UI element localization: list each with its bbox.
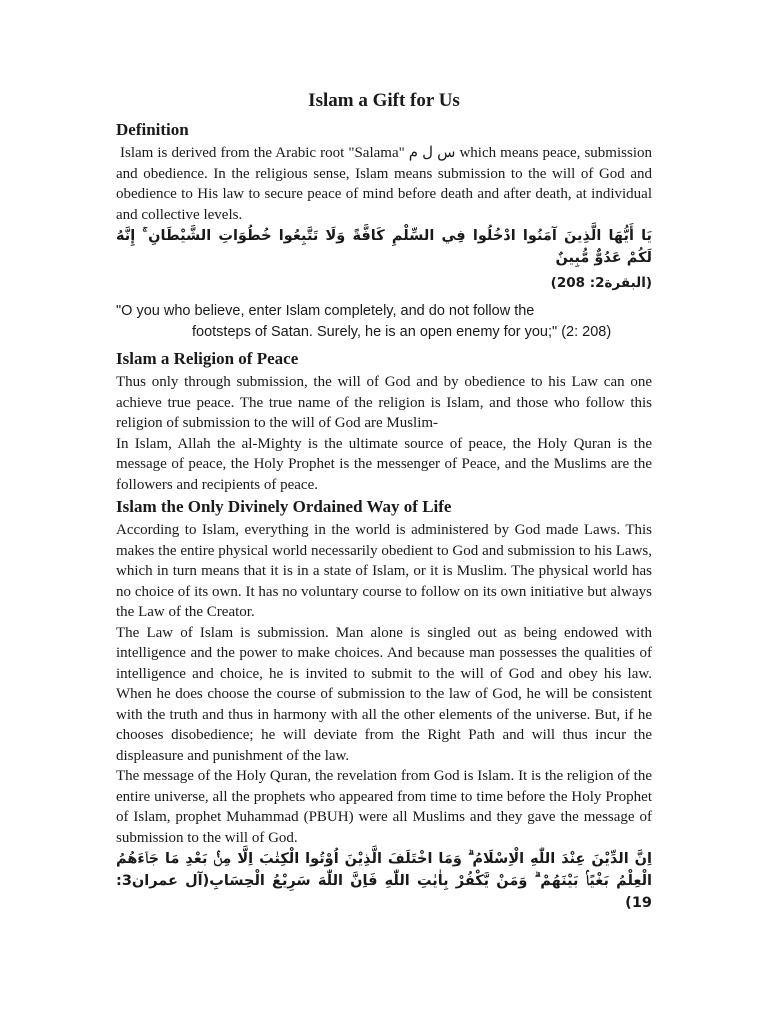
- verse-translation: [116, 301, 652, 343]
- arabic-reference-baqarah: (البقرة2: 208): [550, 275, 652, 291]
- peace-paragraph-2: In Islam, Allah the al-Mighty is the ultimate source of peace, the Holy Quran is the message of peace, the Holy Prophet is the messenger of Peace, and the Muslims are the followers and recipients of peace.: [116, 435, 652, 493]
- verse-translation-line2: footsteps of Satan. Surely, he is an open enemy for you;" (2: 208): [192, 324, 612, 340]
- document-page: [116, 90, 652, 914]
- arabic-verse-al-imran: اِنَّ الدِّيْنَ عِنْدَ اللّٰهِ الْاِسْلَامُ ۗ وَمَا اخْتَلَفَ الَّذِيْنَ اُوْتُوا الْكِتٰبَ اِلَّا مِنْۢ بَعْدِ مَا جَاۤءَهُمُ الْعِلْمُ بَغْيًاۢ بَيْنَهُمْ ۗ وَمَنْ يَّكْفُرْ بِاٰيٰتِ اللّٰهِ فَاِنَّ اللّٰهَ سَرِيْعُ الْحِسَابِ(آل عمران3: 19): [116, 851, 652, 911]
- heading-definition: Definition: [116, 120, 189, 139]
- way-of-life-paragraph-2: The Law of Islam is submission. Man alone is singled out as being endowed with intelligence and the power to make choices. And because man possesses the qualities of intelligence and choice, he is invited to submit to the will of God and obey his law. When he does choose the course of submission to the law of God, he will be consistent with the truth and thus in harmony with all the other elements of the universe. But, if he chooses disobedience; he will deviate from the Right Path and will thus incur the displeasure and punishment of the law.: [116, 624, 652, 764]
- way-of-life-paragraph-3: The message of the Holy Quran, the revelation from God is Islam. It is the religion of the entire universe, all the prophets who appeared from time to time before the Holy Prophet of Islam, prophet Muhammad (PBUH) were all Muslims and they gave the message of submission to the will of God.: [116, 768, 652, 846]
- heading-way-of-life: Islam the Only Divinely Ordained Way of Life: [116, 497, 452, 516]
- document-title: Islam a Gift for Us: [308, 90, 460, 111]
- definition-paragraph: Islam is derived from the Arabic root "Salama" س ل م which means peace, submission and obedience. In the religious sense, Islam means submission to the will of God and obedience to His law to secure peace of mind before death and after death, at individual and collective levels.: [116, 145, 652, 223]
- verse-translation-line1: "O you who believe, enter Islam completely, and do not follow the: [116, 303, 535, 319]
- heading-religion-of-peace: Islam a Religion of Peace: [116, 349, 299, 368]
- way-of-life-paragraph-1: According to Islam, everything in the world is administered by God made Laws. This makes the entire physical world necessarily obedient to God and submission to his Laws, which in turn means that it is in a state of Islam, or it is Muslim. The physical world has no choice of its own. It has no voluntary course to follow on its own initiative but always the Law of the Creator.: [116, 522, 652, 620]
- arabic-verse-baqarah: يَا أَيُّهَا الَّذِينَ آمَنُوا ادْخُلُوا فِي السِّلْمِ كَافَّةً وَلَا تَتَّبِعُوا خُطُوَاتِ الشَّيْطَانِ ۚ إِنَّهُ لَكُمْ عَدُوٌّ مُّبِينٌ: [116, 228, 652, 266]
- peace-paragraph-1: Thus only through submission, the will of God and by obedience to his Law can one achieve true peace. The true name of the religion is Islam, and those who follow this religion of submission to the will of God are Muslim-: [116, 374, 652, 431]
